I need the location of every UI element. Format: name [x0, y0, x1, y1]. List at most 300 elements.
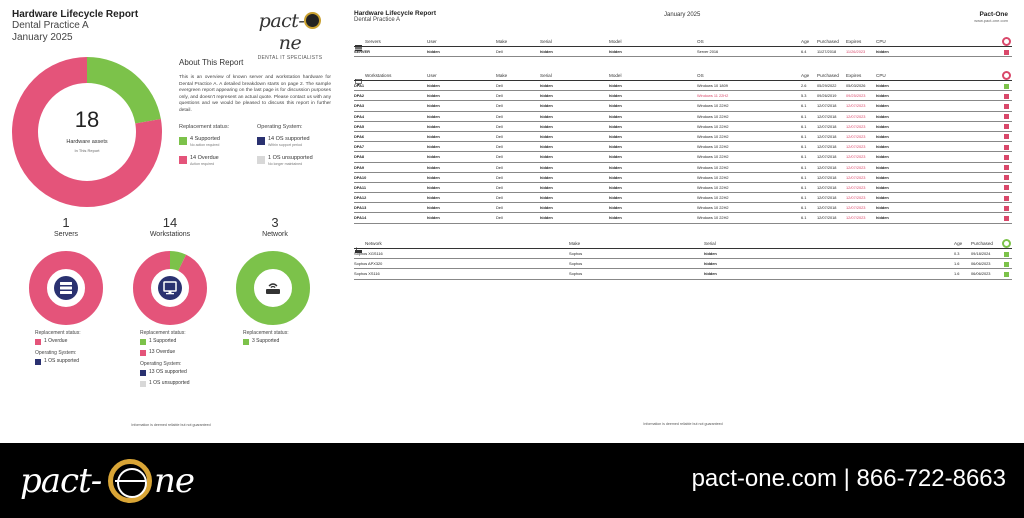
device-name: DPA14	[354, 215, 367, 221]
report-header	[12, 9, 138, 44]
device-name: DPA11	[354, 184, 367, 190]
expires-cell: 12/07/2023	[846, 123, 866, 129]
status-swatch	[1004, 104, 1009, 109]
model-cell: hidden	[609, 164, 622, 170]
column-header: Model	[609, 39, 622, 44]
age-cell: 6.1	[801, 174, 807, 180]
network-label: Network	[262, 231, 288, 238]
model-cell: hidden	[609, 205, 622, 211]
pact-one-banner-logo	[20, 451, 200, 509]
model-cell: hidden	[609, 174, 622, 180]
serial-cell: hidden	[540, 123, 553, 129]
age-cell: 6.1	[801, 103, 807, 109]
serial-cell: hidden	[540, 205, 553, 211]
device-name: Sophos XGS116	[354, 251, 383, 256]
make-cell: Dell	[496, 164, 503, 170]
cpu-cell: hidden	[876, 83, 889, 88]
report-page-1	[0, 0, 342, 440]
column-header: Expires	[846, 73, 862, 78]
table-row	[354, 249, 1012, 259]
user-cell: hidden	[427, 103, 440, 109]
purchased-cell: 12/07/2018	[817, 205, 837, 211]
column-header: Serial	[540, 73, 552, 78]
user-cell: hidden	[427, 133, 440, 139]
banner-contact[interactable]: pact-one.com | 866-722-8663	[691, 465, 1006, 492]
age-cell: 2.6	[801, 83, 807, 88]
router-icon	[355, 240, 362, 246]
legend-os-unsupported-note: No longer maintained	[268, 162, 303, 166]
status-swatch	[1004, 185, 1009, 190]
navy-swatch	[257, 137, 265, 145]
serial-cell: hidden	[540, 154, 553, 160]
user-cell: hidden	[427, 49, 440, 54]
servers-legend	[35, 330, 135, 367]
model-cell: hidden	[609, 103, 622, 109]
table-header-row	[354, 237, 1012, 249]
column-header: Age	[801, 39, 810, 44]
serial-cell: hidden	[540, 83, 553, 88]
green-swatch	[140, 339, 146, 345]
os-cell: Windows 10 22H2	[697, 205, 729, 211]
purchased-cell: 12/07/2018	[817, 103, 837, 109]
user-cell: hidden	[427, 215, 440, 221]
pink-swatch	[179, 156, 187, 164]
expires-cell: 12/07/2023	[846, 133, 866, 139]
table-header-row	[354, 35, 1012, 47]
os-cell: Windows 10 22H2	[697, 113, 729, 119]
make-cell: Dell	[496, 215, 503, 221]
table-row	[354, 203, 1012, 213]
table-row	[354, 269, 1012, 279]
status-swatch	[1004, 216, 1009, 221]
age-cell: 0.3	[954, 251, 960, 256]
table-row	[354, 152, 1012, 162]
cpu-cell: hidden	[876, 215, 889, 221]
expires-cell: 12/07/2023	[846, 174, 866, 180]
navy-swatch	[35, 359, 41, 365]
make-cell: Sophos	[569, 261, 583, 267]
column-header: Servers	[365, 39, 381, 44]
device-name: DPA8	[354, 154, 365, 160]
os-cell: Windows 10 22H2	[697, 184, 729, 190]
legend-overdue-value: 14 Overdue	[190, 155, 219, 161]
column-header: Network	[365, 241, 382, 246]
purchased-cell: 12/07/2018	[817, 133, 837, 139]
servers-overdue-item	[35, 338, 135, 347]
user-cell: hidden	[427, 93, 440, 99]
make-cell: Dell	[496, 154, 503, 160]
table-header-row	[354, 69, 1012, 81]
expires-cell: 12/07/2023	[846, 103, 866, 109]
pink-swatch	[140, 350, 146, 356]
expires-cell: 09/25/2023	[846, 93, 866, 99]
legend-os-supported-value: 14 OS supported	[268, 136, 310, 142]
user-cell: hidden	[427, 144, 440, 150]
make-cell: Dell	[496, 195, 503, 201]
purchased-cell: 05/29/2022	[817, 83, 837, 88]
column-header: Expires	[846, 39, 862, 44]
column-header: Serial	[704, 241, 716, 246]
workstation-icon	[158, 276, 182, 300]
router-icon	[261, 276, 285, 300]
legend-overdue-note: Action required	[190, 162, 215, 166]
age-cell: 1.6	[954, 261, 960, 267]
make-cell: Dell	[496, 103, 503, 109]
device-name: Sophos XS116	[354, 271, 380, 277]
make-cell: Dell	[496, 144, 503, 150]
gray-swatch	[140, 381, 146, 387]
age-cell: 6.1	[801, 144, 807, 150]
footer-banner	[0, 443, 1024, 518]
purchased-cell: 12/07/2018	[817, 154, 837, 160]
age-cell: 6.1	[801, 113, 807, 119]
brand-url: www.pact-one.com	[974, 18, 1008, 23]
legend-supported-value: 4 Supported	[190, 136, 220, 142]
column-header: Purchased	[971, 241, 993, 246]
make-cell: Sophos	[569, 271, 583, 277]
column-header: Purchased	[817, 73, 839, 78]
device-name: DPA9	[354, 164, 365, 170]
monitor-icon	[355, 72, 362, 78]
workstations-overdue-item	[140, 349, 240, 358]
make-cell: Sophos	[569, 251, 583, 256]
workstations-os-supported: 13 OS supported	[149, 369, 187, 375]
hardware-assets-label: Hardware assets	[66, 139, 108, 145]
purchased-cell: 09/26/2019	[817, 93, 837, 99]
status-swatch	[1004, 114, 1009, 119]
os-cell: Server 2016	[697, 49, 719, 54]
network-legend	[243, 330, 343, 347]
about-section	[179, 58, 331, 114]
column-header: Serial	[540, 39, 552, 44]
status-ring-icon	[1002, 239, 1011, 248]
serial-cell: hidden	[540, 49, 553, 54]
age-cell: 6.1	[801, 195, 807, 201]
page1-disclaimer: Information is deemed reliable but not guaranteed	[131, 423, 211, 427]
cpu-cell: hidden	[876, 103, 889, 109]
serial-cell: hidden	[540, 113, 553, 119]
user-cell: hidden	[427, 174, 440, 180]
os-heading: Operating System:	[257, 124, 303, 130]
column-header: OS	[697, 39, 704, 44]
table-row	[354, 259, 1012, 269]
table-row	[354, 91, 1012, 101]
about-text: This is an overview of known server and workstation hardware for Dental Practice A. A detailed breakdown starts on page 2. The sample evergreen report appearing on the last page is for discussion purposes only, and doesn't represent an actual quote. Please contact us with any questions and we would be pleased to discuss this report in further detail.	[179, 75, 331, 113]
os-cell: Windows 10 22H2	[697, 103, 729, 109]
purchased-cell: 12/07/2018	[817, 184, 837, 190]
cpu-cell: hidden	[876, 174, 889, 180]
expires-cell: 05/03/2026	[846, 83, 866, 88]
network-supported: 3 Supported	[252, 338, 280, 344]
servers-replacement-heading: Replacement status:	[35, 330, 81, 336]
table-row	[354, 47, 1012, 57]
page2-brand	[974, 11, 1008, 23]
status-swatch	[1004, 165, 1009, 170]
serial-cell: hidden	[540, 195, 553, 201]
age-cell: 6.1	[801, 154, 807, 160]
age-cell: 6.1	[801, 215, 807, 221]
brand-name: Pact-One	[979, 11, 1008, 18]
make-cell: Dell	[496, 113, 503, 119]
column-header: CPU	[876, 73, 886, 78]
servers-count: 1	[62, 215, 70, 230]
column-header: Make	[569, 241, 581, 246]
workstations-os-unsupported: 1 OS unsupported	[149, 380, 190, 386]
serial-cell: hidden	[704, 261, 717, 267]
purchased-cell: 12/07/2018	[817, 164, 837, 170]
cpu-cell: hidden	[876, 123, 889, 129]
servers-os-heading: Operating System:	[35, 350, 77, 356]
purchased-cell: 12/07/2018	[817, 123, 837, 129]
os-cell: Windows 10 22H2	[697, 154, 729, 160]
device-name: DPA6	[354, 133, 365, 139]
table-row	[354, 101, 1012, 111]
os-cell: Windows 10 22H2	[697, 144, 729, 150]
expires-cell: 12/07/2023	[846, 184, 866, 190]
make-cell: Dell	[496, 184, 503, 190]
os-cell: Windows 10 22H2	[697, 133, 729, 139]
page2-header	[354, 10, 436, 23]
age-cell: 6.1	[801, 164, 807, 170]
workstations-os-unsupported-item	[140, 380, 240, 389]
serial-cell: hidden	[704, 251, 717, 256]
report-title: Hardware Lifecycle Report	[12, 9, 139, 20]
model-cell: hidden	[609, 93, 622, 99]
serial-cell: hidden	[540, 184, 553, 190]
age-cell: 6.1	[801, 205, 807, 211]
device-name: DPA10	[354, 174, 367, 180]
user-cell: hidden	[427, 195, 440, 201]
make-cell: Dell	[496, 123, 503, 129]
os-cell: Windows 11 22H2	[697, 93, 729, 99]
status-swatch	[1004, 124, 1009, 129]
serial-cell: hidden	[540, 174, 553, 180]
table-row	[354, 132, 1012, 142]
cpu-cell: hidden	[876, 195, 889, 201]
make-cell: Dell	[496, 174, 503, 180]
table-row	[354, 81, 1012, 91]
table-row	[354, 122, 1012, 132]
pact-one-logo	[252, 10, 328, 61]
about-heading: About This Report	[179, 58, 244, 67]
status-swatch	[1004, 155, 1009, 160]
purchased-cell: 12/07/2018	[817, 215, 837, 221]
user-cell: hidden	[427, 113, 440, 119]
age-cell: 5.3	[801, 93, 807, 99]
workstations-legend	[140, 330, 240, 389]
status-swatch	[1004, 134, 1009, 139]
logo-tagline: DENTAL IT SPECIALISTS	[257, 55, 323, 61]
logo-globe-icon	[304, 12, 321, 29]
column-header: Age	[801, 73, 810, 78]
status-swatch	[1004, 272, 1009, 277]
status-swatch	[1004, 206, 1009, 211]
table-row	[354, 213, 1012, 223]
cpu-cell: hidden	[876, 113, 889, 119]
make-cell: Dell	[496, 133, 503, 139]
expires-cell: 12/07/2023	[846, 195, 866, 201]
device-name: DPA2	[354, 93, 365, 99]
os-cell: Windows 10 22H2	[697, 174, 729, 180]
model-cell: hidden	[609, 195, 622, 201]
user-cell: hidden	[427, 123, 440, 129]
green-swatch	[243, 339, 249, 345]
age-cell: 1.6	[954, 271, 960, 277]
purchased-cell: 12/07/2018	[817, 195, 837, 201]
network-supported-item	[243, 338, 343, 347]
user-cell: hidden	[427, 164, 440, 170]
device-name: DPA3	[354, 103, 365, 109]
expires-cell: 11/26/2023	[846, 49, 866, 54]
cpu-cell: hidden	[876, 184, 889, 190]
model-cell: hidden	[609, 144, 622, 150]
model-cell: hidden	[609, 215, 622, 221]
legend-os-unsupported-value: 1 OS unsupported	[268, 155, 313, 161]
user-cell: hidden	[427, 184, 440, 190]
model-cell: hidden	[609, 184, 622, 190]
expires-cell: 12/07/2023	[846, 113, 866, 119]
workstations-supported: 1 Supported	[149, 338, 177, 344]
expires-cell: 12/07/2023	[846, 164, 866, 170]
green-swatch	[179, 137, 187, 145]
banner-globe-icon	[108, 459, 152, 503]
legend-os-supported-note: Within support period	[268, 143, 302, 147]
workstations-table	[354, 69, 1012, 224]
workstations-supported-item	[140, 338, 240, 347]
page2-practice: Dental Practice A	[354, 17, 401, 23]
user-cell: hidden	[427, 83, 440, 88]
logo-word-right: ne	[278, 32, 302, 54]
table-row	[354, 183, 1012, 193]
status-swatch	[1004, 50, 1009, 55]
servers-os-supported: 1 OS supported	[44, 358, 80, 364]
model-cell: hidden	[609, 49, 622, 54]
cpu-cell: hidden	[876, 133, 889, 139]
network-replacement-heading: Replacement status:	[243, 330, 289, 336]
serial-cell: hidden	[704, 271, 717, 277]
serial-cell: hidden	[540, 93, 553, 99]
serial-cell: hidden	[540, 215, 553, 221]
purchased-cell: 06/06/2023	[971, 261, 991, 267]
status-ring-icon	[1002, 71, 1011, 80]
os-cell: Windows 10 22H2	[697, 164, 729, 170]
report-date: January 2025	[12, 32, 73, 43]
device-name: DPA4	[354, 113, 365, 119]
make-cell: Dell	[496, 93, 503, 99]
column-header: Make	[496, 39, 508, 44]
legend-supported-note: No action required	[190, 143, 220, 147]
model-cell: hidden	[609, 83, 622, 88]
os-cell: Windows 10 22H2	[697, 123, 729, 129]
column-header: Age	[954, 241, 963, 246]
network-count: 3	[271, 215, 279, 230]
age-cell: 6.4	[801, 49, 807, 54]
logo-word-left: pact-	[258, 10, 305, 32]
expires-cell: 12/07/2023	[846, 144, 866, 150]
status-swatch	[1004, 94, 1009, 99]
device-name: SERVER	[354, 49, 370, 54]
gray-swatch	[257, 156, 265, 164]
purchased-cell: 12/07/2018	[817, 174, 837, 180]
serial-cell: hidden	[540, 164, 553, 170]
category-network	[230, 215, 320, 238]
user-cell: hidden	[427, 154, 440, 160]
page2-title: Hardware Lifecycle Report	[354, 10, 437, 17]
status-swatch	[1004, 196, 1009, 201]
workstations-count: 14	[162, 215, 178, 230]
status-swatch	[1004, 262, 1009, 267]
servers-os-supported-item	[35, 358, 135, 367]
purchased-cell: 12/07/2018	[817, 113, 837, 119]
hardware-assets-sublabel: In This Report	[74, 148, 100, 153]
purchased-cell: 09/18/2024	[971, 251, 991, 256]
table-row	[354, 193, 1012, 203]
workstations-os-heading: Operating System:	[140, 361, 182, 367]
column-header: Workstations	[365, 73, 392, 78]
cpu-cell: hidden	[876, 154, 889, 160]
banner-logo-right: ne	[154, 461, 195, 501]
serial-cell: hidden	[540, 133, 553, 139]
os-cell: Windows 10 22H2	[697, 215, 729, 221]
workstations-overdue: 13 Overdue	[149, 349, 176, 355]
server-icon	[355, 38, 362, 44]
cpu-cell: hidden	[876, 144, 889, 150]
banner-logo-left: pact-	[20, 461, 102, 501]
age-cell: 6.1	[801, 123, 807, 129]
report-page-2	[342, 0, 1024, 440]
os-cell: Windows 10 22H2	[697, 195, 729, 201]
make-cell: Dell	[496, 83, 503, 88]
column-header: Model	[609, 73, 622, 78]
age-cell: 6.1	[801, 133, 807, 139]
column-header: User	[427, 39, 437, 44]
column-header: User	[427, 73, 437, 78]
table-row	[354, 173, 1012, 183]
cpu-cell: hidden	[876, 93, 889, 99]
page2-date: January 2025	[664, 12, 701, 18]
status-swatch	[1004, 84, 1009, 89]
status-ring-icon	[1002, 37, 1011, 46]
status-swatch	[1004, 175, 1009, 180]
column-header: CPU	[876, 39, 886, 44]
column-header: OS	[697, 73, 704, 78]
workstations-label: Workstations	[149, 231, 191, 238]
age-cell: 6.1	[801, 184, 807, 190]
make-cell: Dell	[496, 49, 503, 54]
hardware-assets-count: 18	[74, 107, 100, 132]
serial-cell: hidden	[540, 144, 553, 150]
pink-swatch	[35, 339, 41, 345]
navy-swatch	[140, 370, 146, 376]
model-cell: hidden	[609, 113, 622, 119]
device-name: DPA5	[354, 123, 365, 129]
cpu-cell: hidden	[876, 205, 889, 211]
page2-disclaimer: Information is deemed reliable but not guaranteed	[643, 422, 723, 426]
status-swatch	[1004, 252, 1009, 257]
cpu-cell: hidden	[876, 49, 889, 54]
model-cell: hidden	[609, 123, 622, 129]
make-cell: Dell	[496, 205, 503, 211]
user-cell: hidden	[427, 205, 440, 211]
table-row	[354, 112, 1012, 122]
servers-label: Servers	[53, 231, 79, 238]
serial-cell: hidden	[540, 103, 553, 109]
expires-cell: 12/07/2023	[846, 154, 866, 160]
model-cell: hidden	[609, 133, 622, 139]
category-servers	[21, 215, 111, 238]
device-name: DPA12	[354, 195, 367, 201]
purchased-cell: 11/27/2018	[817, 49, 837, 54]
